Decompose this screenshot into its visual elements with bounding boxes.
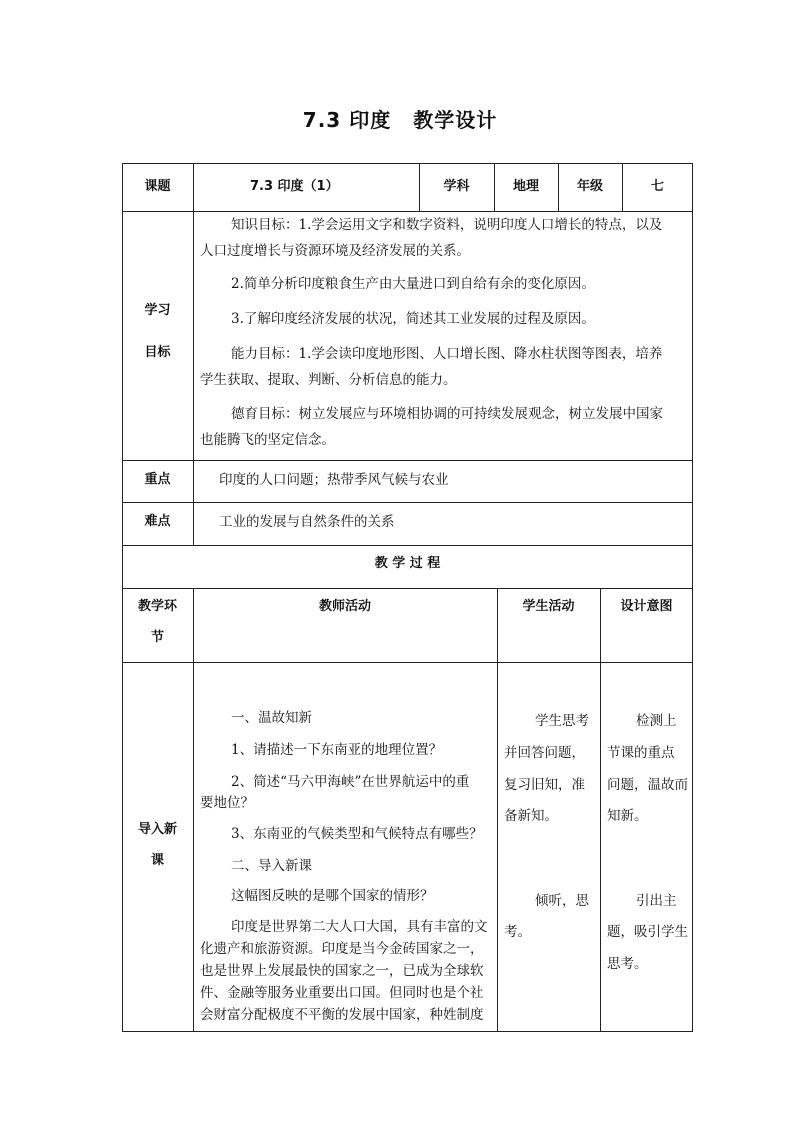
design-intent-1d: 知新。 [607, 808, 648, 824]
teacher-intro-text-4: 件、金融等服务业重要出口国。但同时也是个社 [200, 985, 484, 1001]
difficulties-value: 工业的发展与自然条件的关系 [219, 514, 395, 530]
teacher-q3: 3、东南亚的气候类型和气候特点有哪些？ [231, 826, 483, 842]
key-points-label: 重点 [144, 472, 171, 487]
process-heading: 教 学 过 程 [374, 556, 441, 571]
teacher-intro-text-3: 也是世界上发展最快的国家之一，已成为全球软 [200, 963, 484, 979]
col-divider [497, 588, 498, 1032]
col-stage-2: 节 [150, 630, 164, 645]
page-title [0, 104, 800, 133]
teacher-intro-text-1: 印度是世界第二大人口大国，具有丰富的文 [231, 919, 488, 935]
student-activity-1c: 复习旧知，准 [504, 777, 585, 793]
grade-value: 七 [650, 179, 664, 194]
difficulties-label: 难点 [144, 514, 171, 529]
subject-value: 地理 [512, 179, 539, 194]
intro-stage-1: 导入新 [137, 822, 177, 837]
row-divider [122, 662, 693, 663]
teacher-intro-heading: 二、导入新课 [231, 858, 312, 874]
topic-value: 7.3 印度（1） [250, 179, 339, 194]
topic-label: 课题 [144, 179, 171, 194]
row-divider [122, 588, 693, 589]
title-main: 教学设计 [413, 108, 498, 132]
row-divider [122, 211, 693, 212]
teacher-q1: 1、请描述一下东南亚的地理位置？ [231, 742, 443, 758]
objectives-label-2: 目标 [144, 345, 171, 360]
objective-knowledge-3: 2.简单分析印度粮食生产由大量进口到自给有余的变化原因。 [231, 276, 595, 292]
student-activity-2b: 考。 [504, 924, 531, 940]
subject-label: 学科 [443, 179, 470, 194]
design-intent-1b: 节课的重点 [607, 745, 675, 761]
teacher-intro-text-2: 化遗产和旅游资源。印度是当今金砖国家之一， [200, 941, 484, 957]
key-points-value: 印度的人口问题；热带季风气候与农业 [219, 472, 449, 488]
teacher-q2-2: 要地位？ [200, 795, 254, 811]
objective-knowledge-2: 人口过度增长与资源环境及经济发展的关系。 [200, 243, 470, 259]
design-intent-2c: 思考。 [607, 956, 648, 972]
col-stage-1: 教学环 [137, 599, 177, 614]
student-activity-1a: 学生思考 [535, 713, 589, 729]
student-activity-1d: 备新知。 [504, 808, 558, 824]
col-divider [193, 588, 194, 1032]
design-intent-2a: 引出主 [636, 893, 677, 909]
grade-label: 年级 [576, 179, 603, 194]
row-divider [122, 502, 693, 503]
student-activity-2a: 倾听，思 [535, 893, 589, 909]
objectives-label-1: 学习 [144, 303, 171, 318]
objective-moral-1: 德育目标：树立发展应与环境相协调的可持续发展观念，树立发展中国家 [231, 406, 663, 422]
teacher-review-heading: 一、温故知新 [231, 710, 312, 726]
teacher-q2-1: 2、简述“马六甲海峡”在世界航运中的重 [231, 774, 470, 790]
teacher-intro-text-5: 会财富分配极度不平衡的发展中国家，种姓制度 [200, 1007, 484, 1023]
teacher-intro-question: 这幅图反映的是哪个国家的情形？ [231, 888, 434, 904]
col-divider [193, 163, 194, 545]
col-divider [600, 588, 601, 1032]
row-divider [122, 545, 693, 546]
design-intent-1a: 检测上 [636, 713, 677, 729]
objective-knowledge-1: 知识目标：1.学会运用文字和数字资料，说明印度人口增长的特点，以及 [231, 217, 663, 233]
design-intent-1c: 问题，温故而 [607, 777, 688, 793]
row-divider [122, 460, 693, 461]
objective-knowledge-4: 3.了解印度经济发展的状况，简述其工业发展的过程及原因。 [231, 311, 595, 327]
student-activity-1b: 并回答问题， [504, 745, 585, 761]
intro-stage-2: 课 [150, 853, 164, 868]
col-intent: 设计意图 [620, 599, 673, 614]
objective-ability-2: 学生获取、提取、判断、分析信息的能力。 [200, 372, 457, 388]
col-student: 学生活动 [522, 599, 575, 614]
col-teacher: 教师活动 [318, 599, 371, 614]
objective-ability-1: 能力目标：1.学会读印度地形图、人口增长图、降水柱状图等图表，培养 [231, 346, 663, 362]
title-prefix: 7.3 印度 [302, 108, 392, 132]
objective-moral-2: 也能腾飞的坚定信念。 [200, 432, 335, 448]
design-intent-2b: 题，吸引学生 [607, 924, 688, 940]
